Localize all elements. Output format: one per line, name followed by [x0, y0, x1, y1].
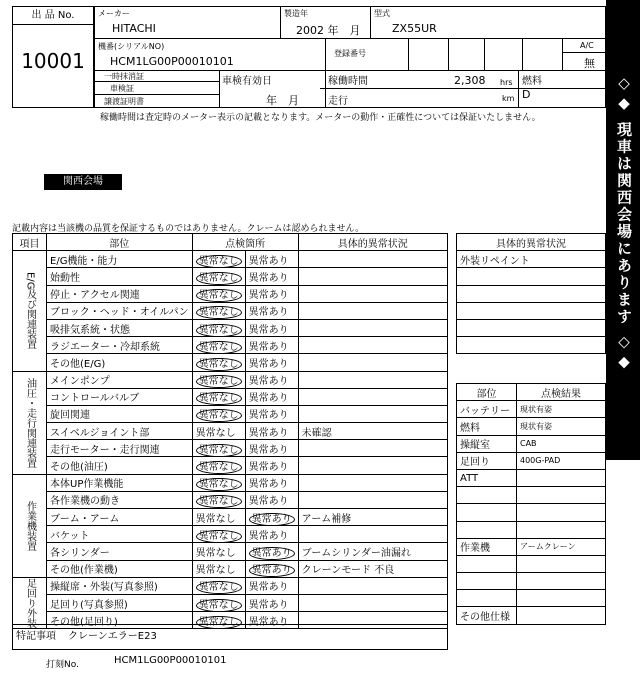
detail-cell — [298, 457, 447, 474]
normal-option: 異常なし — [195, 547, 236, 559]
part-cell: その他(作業機) — [47, 560, 193, 577]
normal-option: 異常なし — [196, 392, 242, 405]
abnormal-option: 異常あり — [248, 427, 289, 439]
table-row — [457, 573, 606, 590]
table-row — [457, 337, 606, 354]
table-row — [457, 538, 606, 555]
normal-cell[interactable] — [192, 509, 245, 526]
result-part-cell — [457, 590, 517, 607]
detail-cell — [298, 251, 447, 268]
table-row — [457, 401, 606, 418]
fuel-label: 燃料 — [522, 76, 542, 87]
detail-cell — [298, 526, 447, 543]
col-detail-header: 具体的異常状況 — [298, 234, 447, 251]
inspection-table — [12, 233, 448, 629]
abnormal-cell[interactable] — [245, 354, 298, 371]
normal-cell[interactable] — [192, 354, 245, 371]
special-notes-label: 特記事項 — [16, 631, 56, 642]
result-value-cell — [517, 469, 606, 486]
normal-option: 異常なし — [196, 358, 242, 371]
normal-cell[interactable] — [192, 594, 245, 611]
detail-cell — [298, 319, 447, 336]
group-label: 油圧・走行関連装置 — [13, 371, 47, 474]
right-detail-cell: 外装リペイント — [457, 251, 606, 268]
result-value-cell: 現状有姿 — [517, 401, 606, 418]
normal-option: 異常なし — [196, 478, 242, 491]
part-cell: バケット — [47, 526, 193, 543]
maker-value: HITACHI — [112, 22, 156, 35]
table-row — [13, 526, 448, 543]
venue-badge: 関西会場 — [44, 174, 122, 190]
table-row — [457, 302, 606, 319]
col-part-header: 部位 — [47, 234, 193, 251]
part-cell: スイベルジョイント部 — [47, 423, 193, 440]
part-cell: その他(E/G) — [47, 354, 193, 371]
part-cell: メインポンプ — [47, 371, 193, 388]
normal-option: 異常なし — [196, 324, 242, 337]
abnormal-cell[interactable] — [245, 337, 298, 354]
table-row — [457, 469, 606, 486]
maker-label: メーカー — [98, 9, 130, 18]
result-part-cell: その他仕様 — [457, 607, 517, 624]
abnormal-cell[interactable] — [245, 560, 298, 577]
table-row — [457, 452, 606, 469]
right-detail-cell — [457, 302, 606, 319]
abnormal-option: 異常あり — [248, 358, 289, 370]
right-detail-cell — [457, 337, 606, 354]
model-label: 型式 — [374, 9, 390, 18]
ac-value: 無 — [584, 57, 595, 70]
hours-label: 稼働時間 — [328, 76, 368, 87]
year-label: 製造年 — [284, 9, 308, 18]
result-value-cell — [517, 607, 606, 624]
right-detail-cell — [457, 285, 606, 302]
result-part-cell: 作業機 — [457, 538, 517, 555]
abnormal-option: 異常あり — [248, 410, 289, 422]
abnormal-cell[interactable] — [245, 509, 298, 526]
abnormal-cell[interactable] — [245, 577, 298, 594]
serial-value: HCM1LG00P00010101 — [110, 55, 234, 68]
permit-vehicle-label: 車検証 — [110, 84, 134, 93]
part-cell: 始動性 — [47, 268, 193, 285]
normal-cell[interactable] — [192, 474, 245, 491]
result-value-cell: 現状有姿 — [517, 418, 606, 435]
ac-label: A/C — [580, 41, 594, 50]
result-part-cell: ATT — [457, 469, 517, 486]
part-cell: ブーム・アーム — [47, 509, 193, 526]
normal-cell[interactable] — [192, 577, 245, 594]
table-row — [13, 491, 448, 508]
part-cell: 吸排気系統・状態 — [47, 319, 193, 336]
table-row — [13, 423, 448, 440]
normal-option: 異常なし — [196, 255, 242, 268]
group-label: 作業機装置 — [13, 474, 47, 577]
table-row — [13, 319, 448, 336]
result-value-cell — [517, 555, 606, 572]
normal-option: 異常なし — [196, 599, 242, 612]
table-row — [13, 594, 448, 611]
part-cell: ラジエーター・冷却系統 — [47, 337, 193, 354]
location-banner-text: ◇◆ 現車は関西会場にあります ◇◆ — [615, 74, 633, 373]
normal-cell[interactable] — [192, 491, 245, 508]
permit-temp-label: 一時抹消証 — [104, 72, 144, 81]
result-part-cell — [457, 521, 517, 538]
normal-cell[interactable] — [192, 251, 245, 268]
table-row — [457, 319, 606, 336]
abnormal-cell[interactable] — [245, 268, 298, 285]
result-part-cell: 燃料 — [457, 418, 517, 435]
table-row — [13, 337, 448, 354]
abnormal-option: 異常あり — [248, 444, 289, 456]
abnormal-option: 異常あり — [249, 513, 295, 526]
normal-option: 異常なし — [196, 272, 242, 285]
abnormal-option: 異常あり — [248, 479, 289, 491]
table-row — [457, 251, 606, 268]
km-unit: km — [502, 94, 515, 103]
result-header: 点検結果 — [517, 384, 606, 401]
table-row — [457, 607, 606, 624]
normal-option: 異常なし — [195, 513, 236, 525]
abnormal-cell[interactable] — [245, 251, 298, 268]
normal-option: 異常なし — [196, 444, 242, 457]
normal-option: 異常なし — [196, 495, 242, 508]
normal-cell[interactable] — [192, 337, 245, 354]
abnormal-cell[interactable] — [245, 388, 298, 405]
lot-number-value: 10001 — [21, 49, 85, 73]
detail-cell — [298, 337, 447, 354]
abnormal-option: 異常あり — [248, 496, 289, 508]
table-row — [457, 234, 606, 251]
result-part-cell — [457, 555, 517, 572]
detail-cell — [298, 268, 447, 285]
detail-cell — [298, 577, 447, 594]
part-cell: 旋回関連 — [47, 405, 193, 422]
part-cell: 各シリンダー — [47, 543, 193, 560]
inspection-label: 車検有効日 — [222, 76, 272, 87]
stamp-value: HCM1LG00P00010101 — [114, 655, 227, 666]
hours-value: 2,308 — [454, 74, 486, 87]
result-part-cell: 足回り — [457, 452, 517, 469]
lot-number-box — [12, 6, 94, 108]
col-item-header: 項目 — [13, 234, 47, 251]
permit-transfer-label: 譲渡証明書 — [104, 97, 144, 106]
table-row — [457, 285, 606, 302]
abnormal-option: 異常あり — [248, 376, 289, 388]
part-cell: E/G機能・能力 — [47, 251, 193, 268]
hours-unit: hrs — [500, 78, 513, 87]
detail-cell — [298, 491, 447, 508]
normal-cell[interactable] — [192, 302, 245, 319]
normal-cell[interactable] — [192, 440, 245, 457]
abnormal-cell[interactable] — [245, 594, 298, 611]
result-part-cell — [457, 504, 517, 521]
normal-cell[interactable] — [192, 285, 245, 302]
normal-cell[interactable] — [192, 388, 245, 405]
normal-option: 異常なし — [195, 565, 236, 577]
result-value-cell: 400G-PAD — [517, 452, 606, 469]
abnormal-option: 異常あり — [248, 324, 289, 336]
table-row — [13, 405, 448, 422]
table-row — [13, 560, 448, 577]
detail-cell — [298, 405, 447, 422]
abnormal-cell[interactable] — [245, 440, 298, 457]
normal-cell[interactable] — [192, 560, 245, 577]
right-detail-cell — [457, 319, 606, 336]
detail-cell: アーム補修 — [298, 509, 447, 526]
detail-cell — [298, 285, 447, 302]
result-part-cell — [457, 487, 517, 504]
year-value: 2002 年 月 — [296, 24, 361, 37]
normal-option: 異常なし — [196, 375, 242, 388]
normal-cell[interactable] — [192, 319, 245, 336]
normal-option: 異常なし — [196, 341, 242, 354]
normal-option: 異常なし — [196, 289, 242, 302]
abnormal-option: 異常あり — [249, 547, 295, 560]
part-cell: その他(足回り) — [47, 612, 193, 629]
normal-cell[interactable] — [192, 457, 245, 474]
lot-number-label: 出 品 No. — [13, 7, 93, 25]
part-cell: コントロールバルブ — [47, 388, 193, 405]
right-detail-cell — [457, 268, 606, 285]
normal-option: 異常なし — [196, 530, 242, 543]
abnormal-option: 異常あり — [248, 616, 289, 628]
normal-option: 異常なし — [196, 461, 242, 474]
table-row — [13, 371, 448, 388]
table-row — [457, 555, 606, 572]
disclaimer: 記載内容は当該機の品質を保証するものではありません。クレームは認められません。 — [12, 224, 365, 234]
abnormal-option: 異常あり — [248, 582, 289, 594]
right-result-table — [456, 383, 606, 625]
table-row — [13, 251, 448, 268]
part-cell: 走行モーター・走行関連 — [47, 440, 193, 457]
table-row — [457, 504, 606, 521]
part-cell: ブロック・ヘッド・オイルパン — [47, 302, 193, 319]
table-row — [13, 440, 448, 457]
result-value-cell — [517, 487, 606, 504]
group-label: E/G及び関連装置 — [13, 251, 47, 371]
table-row — [457, 487, 606, 504]
result-value-cell — [517, 590, 606, 607]
serial-label: 機番(シリアルNO) — [98, 42, 165, 51]
model-value: ZX55UR — [392, 22, 437, 35]
abnormal-cell[interactable] — [245, 285, 298, 302]
abnormal-cell[interactable] — [245, 526, 298, 543]
fuel-value: D — [522, 88, 531, 101]
abnormal-cell[interactable] — [245, 457, 298, 474]
run-label: 走行 — [328, 96, 348, 107]
result-value-cell — [517, 504, 606, 521]
table-row — [13, 509, 448, 526]
table-row — [457, 384, 606, 401]
normal-cell[interactable] — [192, 543, 245, 560]
detail-cell: クレーンモード 不良 — [298, 560, 447, 577]
result-value-cell: CAB — [517, 435, 606, 452]
abnormal-cell[interactable] — [245, 302, 298, 319]
result-part-cell — [457, 573, 517, 590]
right-detail-table — [456, 233, 606, 354]
table-row — [13, 268, 448, 285]
detail-cell — [298, 594, 447, 611]
abnormal-option: 異常あり — [248, 307, 289, 319]
hours-note: 稼働時間は査定時のメーター表示の記載となります。メーターの動作・正確性については保証いたしません。 — [100, 113, 541, 123]
normal-option: 異常なし — [196, 581, 242, 594]
normal-option: 異常なし — [195, 427, 236, 439]
normal-option: 異常なし — [196, 306, 242, 319]
registration-label: 登録番号 — [334, 49, 366, 58]
table-row — [457, 268, 606, 285]
part-cell: 足回り(写真参照) — [47, 594, 193, 611]
detail-cell: 未確認 — [298, 423, 447, 440]
detail-cell — [298, 371, 447, 388]
abnormal-cell[interactable] — [245, 491, 298, 508]
abnormal-option: 異常あり — [248, 272, 289, 284]
result-part-cell: 操縦室 — [457, 435, 517, 452]
detail-cell — [298, 474, 447, 491]
normal-option: 異常なし — [196, 409, 242, 422]
table-row — [457, 435, 606, 452]
part-cell: 各作業機の動き — [47, 491, 193, 508]
table-row — [13, 302, 448, 319]
abnormal-option: 異常あり — [248, 393, 289, 405]
detail-cell: ブームシリンダー油漏れ — [298, 543, 447, 560]
abnormal-cell[interactable] — [245, 474, 298, 491]
result-value-cell: アームクレーン — [517, 538, 606, 555]
table-row — [13, 577, 448, 594]
abnormal-cell[interactable] — [245, 543, 298, 560]
result-value-cell — [517, 521, 606, 538]
special-notes-value: クレーンエラーE23 — [68, 631, 157, 642]
normal-cell[interactable] — [192, 405, 245, 422]
normal-option: 異常なし — [196, 616, 242, 629]
stamp-label: 打刻No. — [46, 660, 79, 670]
right-detail-header: 具体的異常状況 — [457, 234, 606, 251]
abnormal-option: 異常あり — [248, 462, 289, 474]
abnormal-option: 異常あり — [248, 341, 289, 353]
part-cell: 停止・アクセル関連 — [47, 285, 193, 302]
table-row — [457, 521, 606, 538]
normal-cell[interactable] — [192, 526, 245, 543]
detail-cell — [298, 440, 447, 457]
part-cell: その他(油圧) — [47, 457, 193, 474]
result-part-cell: バッテリー — [457, 401, 517, 418]
abnormal-cell[interactable] — [245, 371, 298, 388]
abnormal-cell[interactable] — [245, 423, 298, 440]
result-part-header: 部位 — [457, 384, 517, 401]
inspection-value: 年 月 — [266, 94, 299, 107]
detail-cell — [298, 354, 447, 371]
detail-cell — [298, 302, 447, 319]
normal-cell[interactable] — [192, 268, 245, 285]
abnormal-option: 異常あり — [248, 599, 289, 611]
group-label: 足回り外装 — [13, 577, 47, 629]
part-cell: 操縦席・外装(写真参照) — [47, 577, 193, 594]
table-row — [13, 474, 448, 491]
abnormal-option: 異常あり — [249, 564, 295, 577]
normal-cell[interactable] — [192, 423, 245, 440]
abnormal-cell[interactable] — [245, 405, 298, 422]
abnormal-option: 異常あり — [248, 290, 289, 302]
abnormal-cell[interactable] — [245, 319, 298, 336]
table-row — [13, 285, 448, 302]
part-cell: 本体UP作業機能 — [47, 474, 193, 491]
table-row — [13, 457, 448, 474]
normal-cell[interactable] — [192, 371, 245, 388]
table-row — [13, 388, 448, 405]
location-banner — [606, 0, 640, 460]
result-value-cell — [517, 573, 606, 590]
table-row — [13, 354, 448, 371]
table-row — [457, 590, 606, 607]
col-check-header: 点検箇所 — [192, 234, 298, 251]
detail-cell — [298, 388, 447, 405]
abnormal-option: 異常あり — [248, 255, 289, 267]
abnormal-option: 異常あり — [248, 530, 289, 542]
table-row — [457, 418, 606, 435]
table-row — [13, 543, 448, 560]
